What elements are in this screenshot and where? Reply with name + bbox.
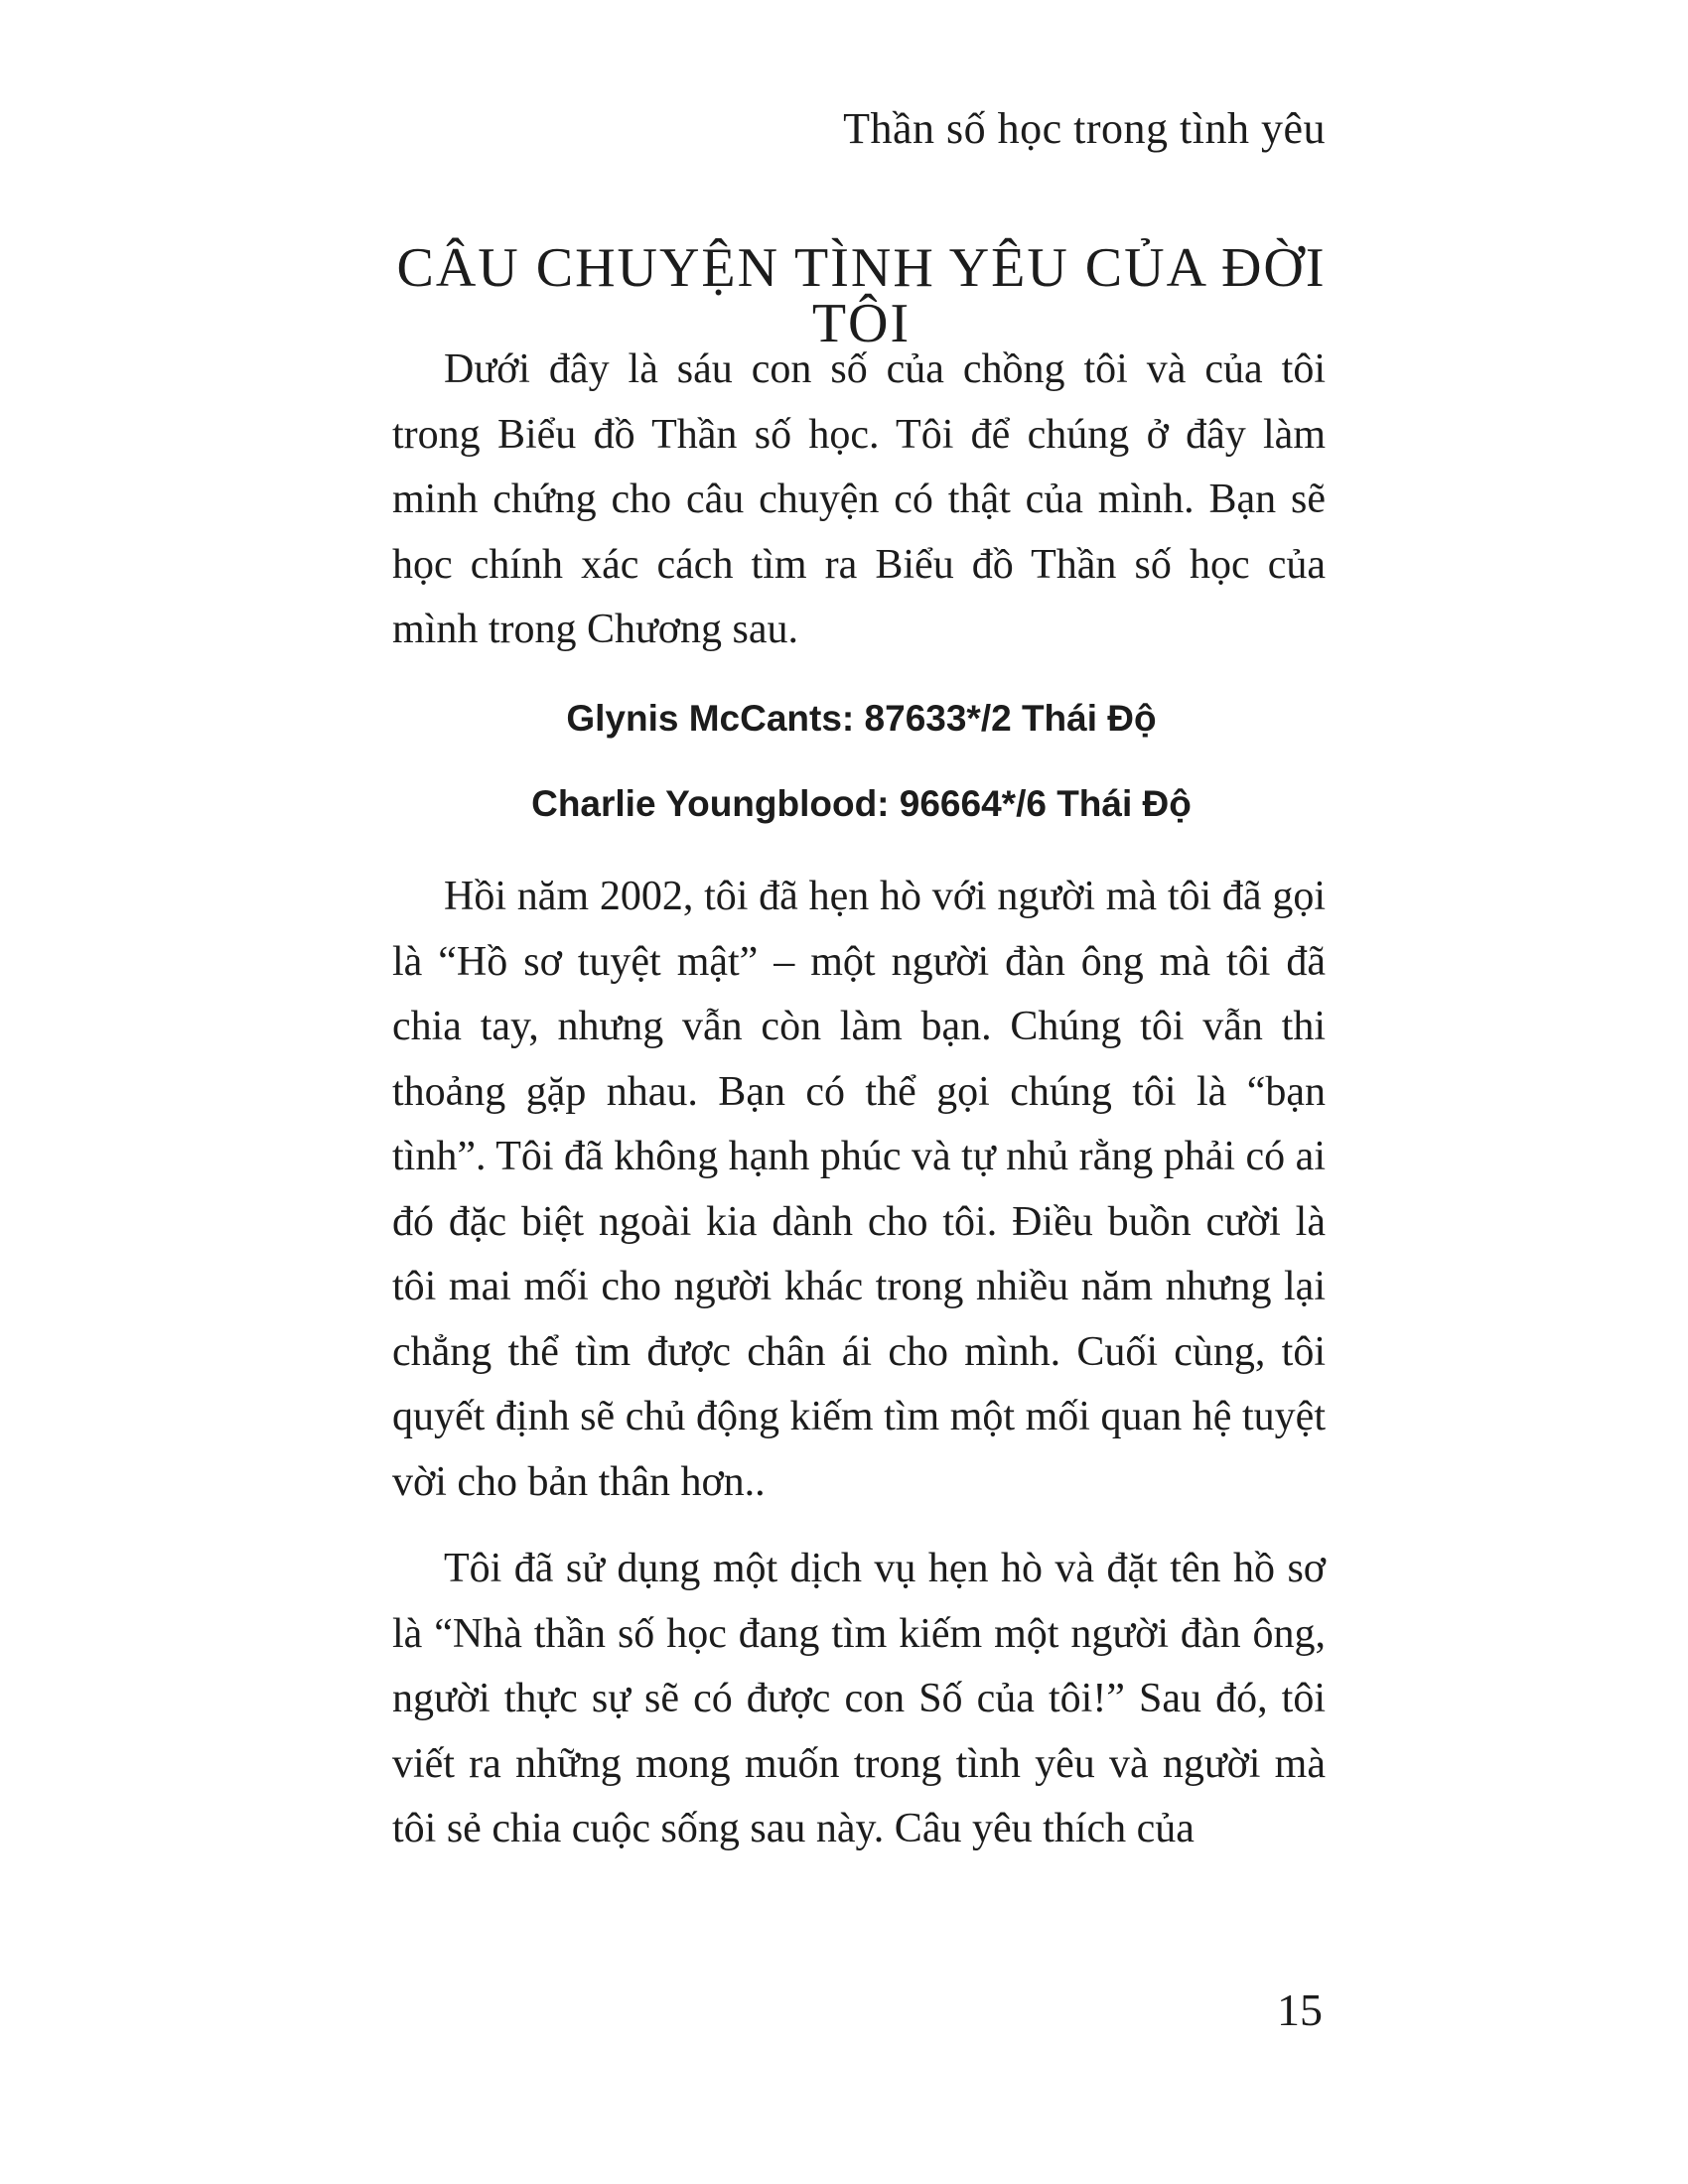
chapter-title: CÂU CHUYỆN TÌNH YÊU CỦA ĐỜI TÔI: [396, 237, 1327, 354]
body-paragraph: Hồi năm 2002, tôi đã hẹn hò với người mà tôi đã gọi là “Hồ sơ tuyệt mật” – một người đàn ông mà tôi đã chia tay, nhưng vẫn còn làm bạn. Chúng tôi vẫn thi thoảng gặp nhau. Bạn có thể gọi chúng tôi là “bạn tình”. Tôi đã không hạnh phúc và tự nhủ rằng phải có ai đó đặc biệt ngoài kia dành cho tôi. Điều buồn cười là tôi mai mối cho người khác trong nhiều năm nhưng lại chẳng thể tìm được chân ái cho mình. Cuối cùng, tôi quyết định sẽ chủ động kiếm tìm một mối quan hệ tuyệt vời cho bản thân hơn..: [392, 874, 1326, 1505]
body-paragraph: Dưới đây là sáu con số của chồng tôi và của tôi trong Biểu đồ Thần số học. Tôi để chúng ở đây làm minh chứng cho câu chuyện có thật của mình. Bạn sẽ học chính xác cách tìm ra Biểu đồ Thần số học của mình trong Chương sau.: [392, 346, 1326, 652]
numerology-chart-line: Glynis McCants: 87633*/2 Thái Độ: [566, 698, 1157, 739]
running-header: Thần số học trong tình yêu: [843, 104, 1326, 153]
body-paragraph: Tôi đã sử dụng một dịch vụ hẹn hò và đặt tên hồ sơ là “Nhà thần số học đang tìm kiếm một người đàn ông, người thực sự sẽ có được con Số của tôi!” Sau đó, tôi viết ra những mong muốn trong tình yêu và người mà tôi sẻ chia cuộc sống sau này. Câu yêu thích của: [392, 1546, 1326, 1851]
numerology-chart-line: Charlie Youngblood: 96664*/6 Thái Độ: [531, 783, 1192, 824]
page-number: 15: [1277, 1984, 1323, 2035]
